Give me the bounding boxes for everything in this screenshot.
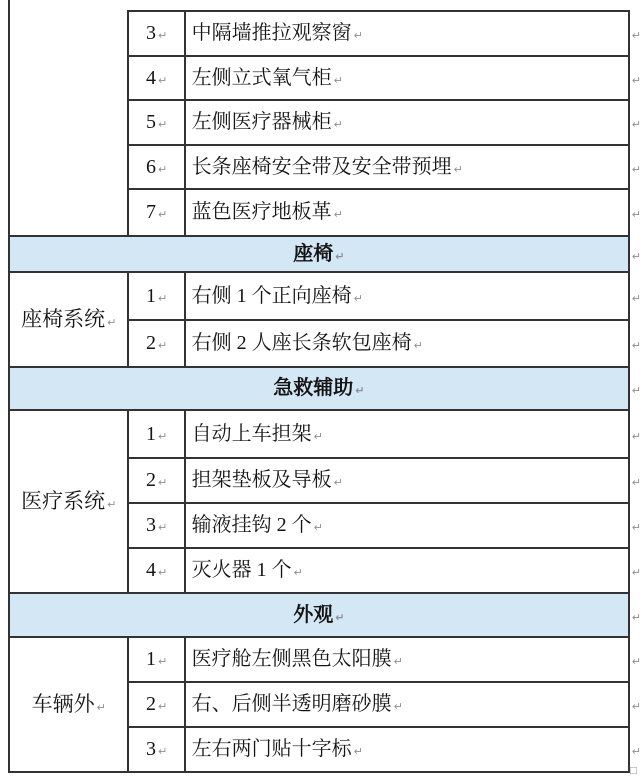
paragraph-mark: ↵ [107, 316, 117, 330]
row-end-mark [629, 458, 642, 503]
paragraph-mark: ↵ [631, 700, 641, 713]
paragraph-mark: ↵ [96, 701, 106, 715]
paragraph-mark: ↵ [157, 700, 168, 713]
row-end-mark [629, 56, 642, 100]
paragraph-mark: ↵ [631, 476, 641, 489]
paragraph-mark: ↵ [157, 162, 168, 176]
row-end-mark [629, 410, 642, 458]
item-desc: 右侧 1 个正向座椅 [191, 284, 352, 307]
row-number-cell [128, 145, 184, 189]
paragraph-mark: ↵ [157, 476, 168, 489]
row-number: 7 [145, 201, 156, 223]
section-header-row [9, 236, 642, 272]
paragraph-mark: ↵ [333, 73, 343, 87]
paragraph-mark: ↵ [353, 291, 363, 305]
paragraph-mark: ↵ [157, 73, 168, 87]
item-desc-cell [185, 56, 629, 100]
row-number-cell [128, 548, 184, 593]
paragraph-mark: ↵ [631, 29, 641, 42]
spec-table [8, 10, 643, 773]
section-header-row [9, 593, 642, 637]
row-number-cell [128, 503, 184, 548]
category-cell-medical-system [9, 410, 128, 593]
row-number: 4 [145, 559, 156, 581]
item-desc: 右侧 2 人座长条软包座椅 [191, 332, 412, 354]
paragraph-mark: ↵ [157, 291, 168, 305]
row-number: 1 [145, 422, 156, 445]
row-end-mark [629, 189, 642, 236]
paragraph-mark: ↵ [157, 429, 168, 443]
paragraph-mark: ↵ [631, 521, 641, 534]
item-desc: 左右两门贴十字标 [191, 738, 352, 760]
item-desc-cell [185, 458, 629, 503]
row-end-mark [629, 100, 642, 145]
row-end-mark [629, 503, 642, 548]
paragraph-mark: ↵ [313, 429, 323, 443]
category-cell-seating-system [9, 272, 128, 367]
paragraph-mark: ↵ [333, 208, 343, 221]
paragraph-mark: ↵ [157, 521, 168, 534]
table-row [9, 11, 642, 56]
row-number-cell [128, 272, 184, 320]
row-end-mark [629, 272, 642, 320]
category-label: 医疗系统 [21, 489, 106, 514]
item-desc-cell [185, 320, 629, 367]
row-number: 3 [145, 22, 156, 44]
paragraph-mark: ↵ [631, 610, 641, 624]
row-number-cell [128, 727, 184, 772]
item-desc: 蓝色医疗地板革 [191, 201, 332, 223]
table-row [9, 410, 642, 458]
paragraph-mark: ↵ [631, 208, 641, 221]
item-desc: 医疗舱左侧黑色太阳膜 [191, 648, 392, 670]
row-end-mark [629, 145, 642, 189]
paragraph-mark: ↵ [157, 655, 168, 668]
paragraph-mark: ↵ [453, 162, 463, 176]
row-number: 2 [145, 469, 156, 491]
row-number-cell [128, 637, 184, 682]
paragraph-mark: ↵ [157, 339, 168, 352]
section-header-label: 座椅 [293, 242, 334, 265]
paragraph-mark: ↵ [631, 339, 641, 352]
paragraph-mark: ↵ [157, 745, 168, 758]
category-cell-vehicle-exterior [9, 637, 128, 772]
item-desc-cell [185, 11, 629, 56]
section-header-row [9, 367, 642, 410]
item-desc-cell [185, 727, 629, 772]
row-number-cell [128, 320, 184, 367]
row-end-mark [629, 367, 642, 410]
row-number-cell [128, 100, 184, 145]
item-desc-cell [185, 272, 629, 320]
paragraph-mark: ↵ [353, 29, 363, 42]
item-desc-cell [185, 637, 629, 682]
category-label: 车辆外 [31, 692, 95, 717]
paragraph-mark: ↵ [393, 700, 403, 713]
section-header-first-aid [9, 367, 629, 410]
paragraph-mark: ↵ [631, 429, 641, 443]
row-number: 3 [145, 738, 156, 760]
category-cell-carryover [9, 11, 128, 236]
row-number: 5 [145, 111, 156, 133]
paragraph-mark: ↵ [631, 655, 641, 668]
item-desc: 左侧医疗器械柜 [191, 111, 332, 133]
row-end-mark [629, 682, 642, 727]
row-end-mark [629, 593, 642, 637]
paragraph-mark: ↵ [107, 498, 117, 512]
paragraph-mark: ↵ [631, 73, 641, 87]
section-header-exterior [9, 593, 629, 637]
category-label: 座椅系统 [21, 307, 106, 332]
item-desc: 自动上车担架 [191, 422, 312, 445]
item-desc-cell [185, 503, 629, 548]
item-desc-cell [185, 100, 629, 145]
row-number-cell [128, 189, 184, 236]
paragraph-mark: ↵ [631, 745, 641, 758]
row-number-cell [128, 56, 184, 100]
row-end-mark [629, 320, 642, 367]
paragraph-mark: ↵ [631, 384, 641, 397]
row-number: 2 [145, 332, 156, 354]
table-row [9, 272, 642, 320]
row-number: 1 [145, 648, 156, 670]
paragraph-mark: ↵ [393, 655, 403, 668]
row-end-mark [629, 637, 642, 682]
paragraph-mark: ↵ [157, 208, 168, 221]
item-desc: 灭火器 1 个 [191, 559, 292, 581]
paragraph-mark: ↵ [157, 566, 168, 579]
section-header-seats [9, 236, 629, 272]
paragraph-mark: ↵ [355, 384, 365, 397]
row-number: 4 [145, 66, 156, 89]
paragraph-mark: ↵ [631, 291, 641, 305]
item-desc-cell [185, 410, 629, 458]
item-desc: 中隔墙推拉观察窗 [191, 22, 352, 44]
item-desc: 长条座椅安全带及安全带预埋 [191, 155, 452, 178]
doc-end-mark: □ [629, 766, 638, 776]
row-number: 6 [145, 155, 156, 178]
item-desc-cell [185, 189, 629, 236]
paragraph-mark: ↵ [353, 745, 363, 758]
row-number-cell [128, 410, 184, 458]
section-header-label: 外观 [293, 603, 334, 626]
paragraph-mark: ↵ [631, 118, 641, 131]
section-header-label: 急救辅助 [273, 377, 354, 399]
row-number-cell [128, 458, 184, 503]
item-desc: 右、后侧半透明磨砂膜 [191, 693, 392, 715]
item-desc: 输液挂钩 2 个 [191, 514, 312, 536]
paragraph-mark: ↵ [293, 566, 303, 579]
row-number: 3 [145, 514, 156, 536]
row-end-mark [629, 11, 642, 56]
paragraph-mark: ↵ [335, 249, 345, 263]
paragraph-mark: ↵ [333, 118, 343, 131]
paragraph-mark: ↵ [313, 521, 323, 534]
row-end-mark [629, 548, 642, 593]
item-desc: 担架垫板及导板 [191, 469, 332, 491]
item-desc-cell [185, 145, 629, 189]
row-number: 2 [145, 693, 156, 715]
paragraph-mark: ↵ [333, 476, 343, 489]
paragraph-mark: ↵ [157, 118, 168, 131]
row-number-cell [128, 682, 184, 727]
item-desc-cell [185, 682, 629, 727]
paragraph-mark: ↵ [631, 566, 641, 579]
row-number: 1 [145, 284, 156, 307]
item-desc: 左侧立式氧气柜 [191, 66, 332, 89]
paragraph-mark: ↵ [631, 249, 641, 263]
paragraph-mark: ↵ [157, 29, 168, 42]
item-desc-cell [185, 548, 629, 593]
paragraph-mark: ↵ [631, 162, 641, 176]
paragraph-mark: ↵ [335, 610, 345, 624]
paragraph-mark: ↵ [413, 339, 423, 352]
row-end-mark [629, 236, 642, 272]
table-row [9, 637, 642, 682]
row-number-cell [128, 11, 184, 56]
